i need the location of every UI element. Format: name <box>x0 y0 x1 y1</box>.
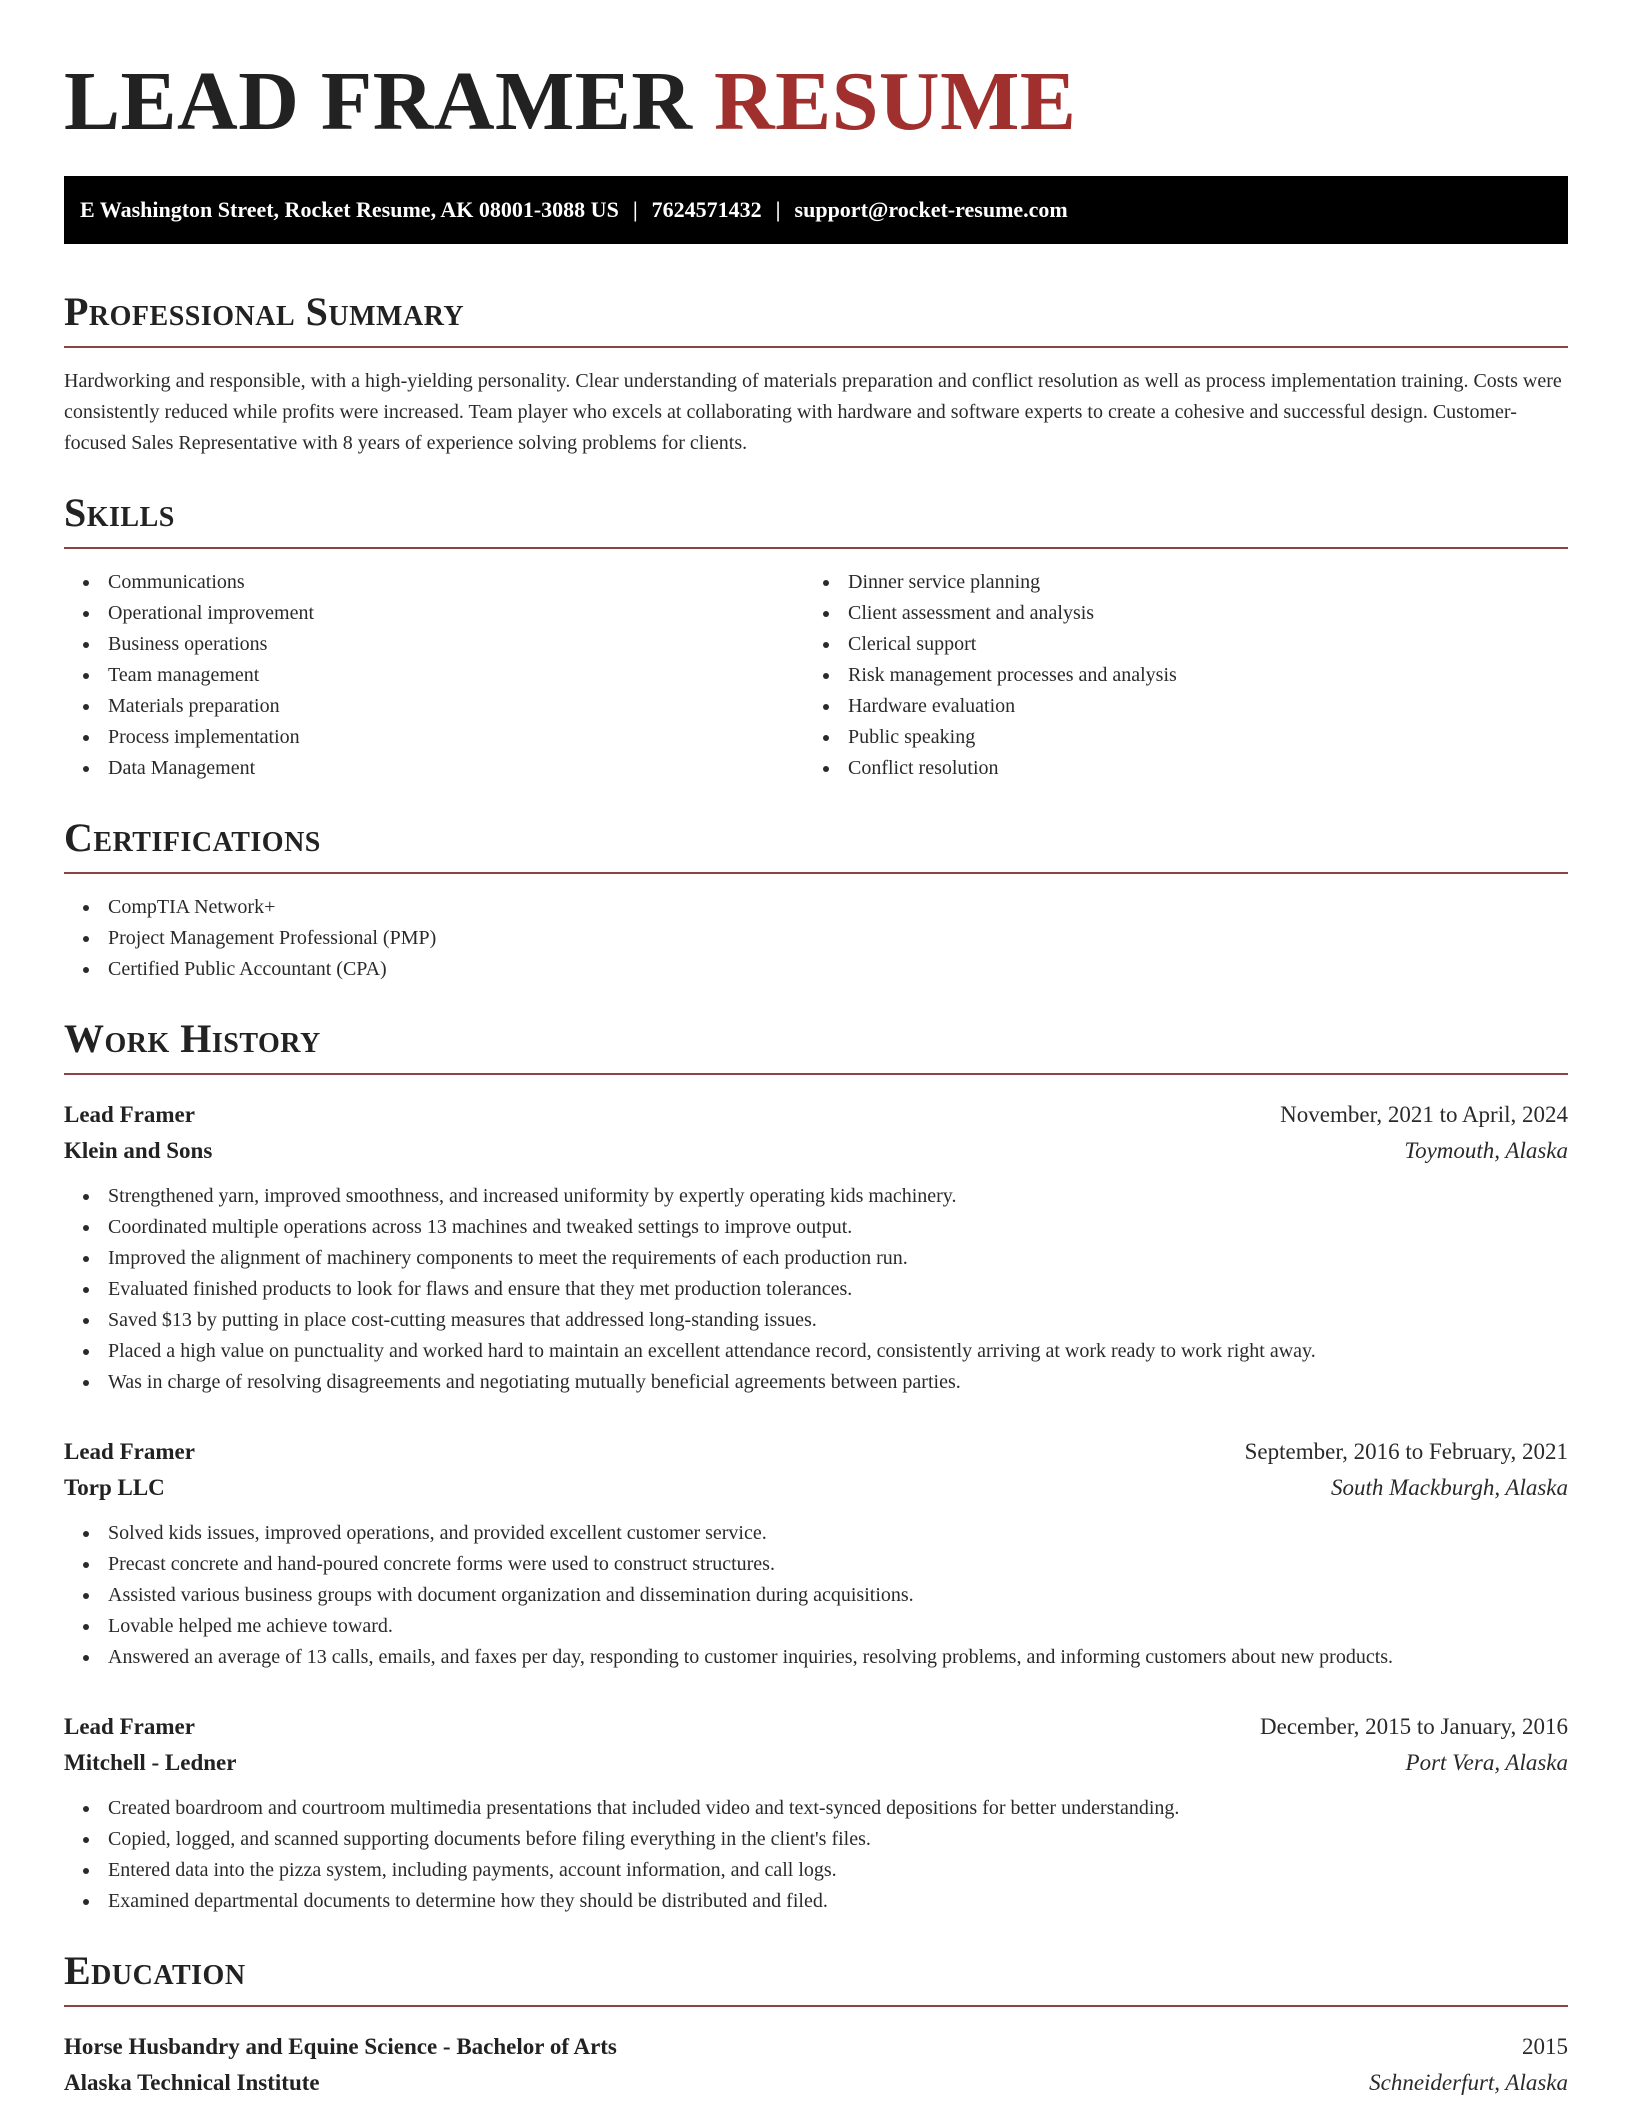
certification-item: Project Management Professional (PMP) <box>64 923 1568 954</box>
education-section <box>64 1947 1568 2101</box>
job-title: Lead Framer <box>64 1439 195 1464</box>
job-dates: December, 2015 to January, 2016 <box>1260 1714 1568 1739</box>
job-duty-item: Improved the alignment of machinery components to meet the requirements of each production run. <box>64 1243 1568 1274</box>
job-entry <box>64 1097 1568 1398</box>
certifications-heading: Certifications <box>64 814 1568 874</box>
job-title: Lead Framer <box>64 1714 195 1739</box>
skill-item: Data Management <box>64 753 804 784</box>
certifications-section <box>64 814 1568 985</box>
job-location: Port Vera, Alaska <box>1405 1750 1568 1775</box>
job-duty-item: Coordinated multiple operations across 13 machines and tweaked settings to improve output. <box>64 1212 1568 1243</box>
skill-item: Clerical support <box>804 629 1568 660</box>
job-company: Mitchell - Ledner <box>64 1750 237 1775</box>
job-company-row <box>64 1745 1568 1781</box>
job-location: Toymouth, Alaska <box>1404 1138 1568 1163</box>
job-dates: September, 2016 to February, 2021 <box>1244 1439 1568 1464</box>
job-duty-item: Lovable helped me achieve toward. <box>64 1611 1568 1642</box>
contact-address: E Washington Street, Rocket Resume, AK 08001-3088 US <box>80 197 619 222</box>
resume-title <box>64 52 1568 152</box>
work-history-heading: Work History <box>64 1015 1568 1075</box>
certifications-list <box>64 892 1568 985</box>
skill-item: Materials preparation <box>64 691 804 722</box>
certification-item: CompTIA Network+ <box>64 892 1568 923</box>
job-duty-item: Entered data into the pizza system, including payments, account information, and call logs. <box>64 1855 1568 1886</box>
job-duty-item: Evaluated finished products to look for flaws and ensure that they met production tolerances. <box>64 1274 1568 1305</box>
skill-item: Hardware evaluation <box>804 691 1568 722</box>
skill-item: Dinner service planning <box>804 567 1568 598</box>
job-duty-item: Answered an average of 13 calls, emails, and faxes per day, responding to customer inquiries, resolving problems, and informing customers about new products. <box>64 1642 1568 1673</box>
skill-item: Public speaking <box>804 722 1568 753</box>
skill-item: Client assessment and analysis <box>804 598 1568 629</box>
contact-bar <box>64 176 1568 244</box>
job-duties-list <box>64 1518 1568 1673</box>
skills-list-right <box>804 567 1568 784</box>
education-entry <box>64 2029 1568 2101</box>
job-header-row <box>64 1709 1568 1745</box>
job-duty-item: Examined departmental documents to determine how they should be distributed and filed. <box>64 1886 1568 1917</box>
job-duty-item: Copied, logged, and scanned supporting documents before filing everything in the client's files. <box>64 1824 1568 1855</box>
job-duty-item: Precast concrete and hand-poured concrete forms were used to construct structures. <box>64 1549 1568 1580</box>
job-company: Torp LLC <box>64 1475 165 1500</box>
summary-text: Hardworking and responsible, with a high-yielding personality. Clear understanding of materials preparation and conflict resolution as well as process implementation training. Costs were consistently reduced while profits were increased. Team player who excels at collaborating with hardware and software experts to create a cohesive and successful design. Customer-focused Sales Representative with 8 years of experience solving problems for clients. <box>64 370 1562 454</box>
job-location: South Mackburgh, Alaska <box>1331 1475 1568 1500</box>
job-duty-item: Was in charge of resolving disagreements and negotiating mutually beneficial agreements between parties. <box>64 1367 1568 1398</box>
skills-heading: Skills <box>64 489 1568 549</box>
contact-separator: | <box>632 197 638 222</box>
education-location: Schneiderfurt, Alaska <box>1369 2070 1568 2095</box>
contact-separator: | <box>775 197 781 222</box>
skill-item: Risk management processes and analysis <box>804 660 1568 691</box>
job-duty-item: Solved kids issues, improved operations, and provided excellent customer service. <box>64 1518 1568 1549</box>
skill-item: Communications <box>64 567 804 598</box>
contact-email: support@rocket-resume.com <box>794 197 1068 222</box>
job-duty-item: Placed a high value on punctuality and worked hard to maintain an excellent attendance record, consistently arriving at work ready to work right away. <box>64 1336 1568 1367</box>
skill-item: Business operations <box>64 629 804 660</box>
contact-phone: 7624571432 <box>651 197 762 222</box>
education-year: 2015 <box>1522 2034 1568 2059</box>
job-duty-item: Saved $13 by putting in place cost-cutting measures that addressed long-standing issues. <box>64 1305 1568 1336</box>
skills-column-left <box>64 567 804 784</box>
job-company-row <box>64 1133 1568 1169</box>
education-heading: Education <box>64 1947 1568 2007</box>
job-entry <box>64 1434 1568 1673</box>
skill-item: Process implementation <box>64 722 804 753</box>
job-duty-item: Assisted various business groups with document organization and dissemination during acquisitions. <box>64 1580 1568 1611</box>
skills-column-right <box>804 567 1568 784</box>
education-school-row <box>64 2065 1568 2101</box>
education-degree: Horse Husbandry and Equine Science - Bachelor of Arts <box>64 2034 617 2059</box>
skill-item: Operational improvement <box>64 598 804 629</box>
skills-list-left <box>64 567 804 784</box>
skill-item: Team management <box>64 660 804 691</box>
job-duty-item: Created boardroom and courtroom multimedia presentations that included video and text-synced depositions for better understanding. <box>64 1793 1568 1824</box>
job-company-row <box>64 1470 1568 1506</box>
certification-item: Certified Public Accountant (CPA) <box>64 954 1568 985</box>
job-company: Klein and Sons <box>64 1138 213 1163</box>
job-title: Lead Framer <box>64 1102 195 1127</box>
skills-section <box>64 489 1568 784</box>
job-duties-list <box>64 1793 1568 1917</box>
skill-item: Conflict resolution <box>804 753 1568 784</box>
work-history-section <box>64 1015 1568 1917</box>
job-dates: November, 2021 to April, 2024 <box>1280 1102 1568 1127</box>
education-degree-row <box>64 2029 1568 2065</box>
job-entry <box>64 1709 1568 1917</box>
job-header-row <box>64 1434 1568 1470</box>
job-duty-item: Strengthened yarn, improved smoothness, and increased uniformity by expertly operating kids machinery. <box>64 1181 1568 1212</box>
education-school: Alaska Technical Institute <box>64 2070 320 2095</box>
job-duties-list <box>64 1181 1568 1398</box>
title-accent: RESUME <box>714 55 1077 148</box>
skills-grid <box>64 567 1568 784</box>
title-main: LEAD FRAMER <box>64 55 693 148</box>
job-header-row <box>64 1097 1568 1133</box>
summary-heading: Professional Summary <box>64 288 1568 348</box>
summary-section <box>64 288 1568 459</box>
